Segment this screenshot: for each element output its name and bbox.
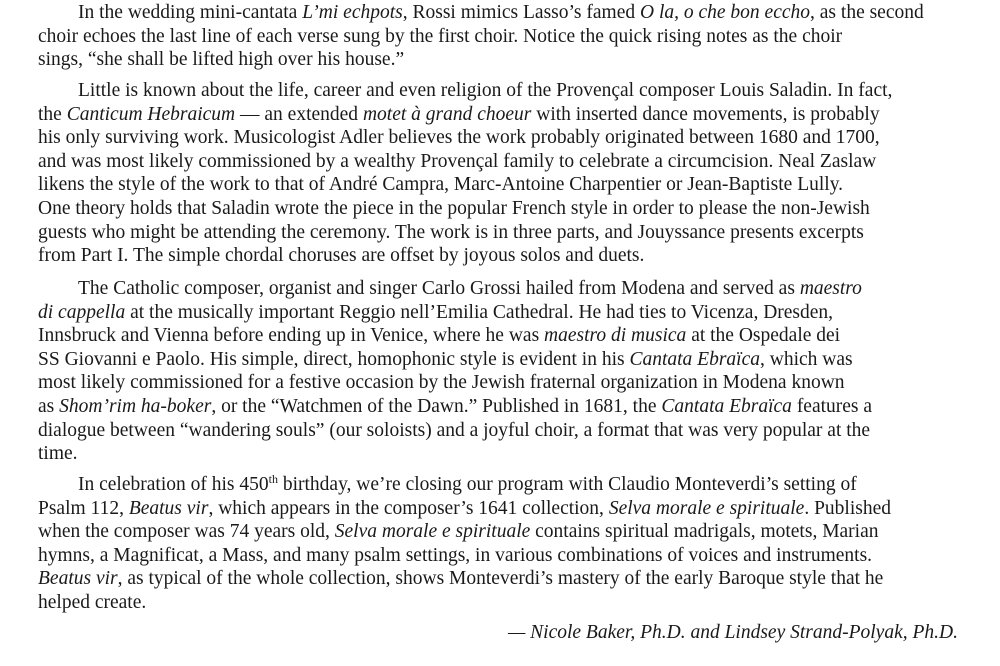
text-line: from Part I. The simple chordal choruses are offset by joyous solos and duets. — [38, 245, 645, 267]
text-line: Innsbruck and Vienna before ending up in Venice, where he was maestro di musica at the Ospedale dei — [38, 325, 841, 347]
italic-title: Selva morale e spirituale — [334, 521, 531, 543]
paragraph-grossi — [38, 277, 958, 466]
paragraph-rossi — [38, 1, 958, 72]
text-line: choir echoes the last line of each verse sung by the first choir. Notice the quick rising notes as the choir — [38, 25, 843, 47]
text-line: One theory holds that Saladin wrote the piece in the popular French style in order to please the non-Jewish — [38, 197, 870, 219]
text-line: and was most likely commissioned by a wealthy Provençal family to celebrate a circumcision. Neal Zaslaw — [38, 150, 877, 172]
paragraph-monteverdi — [38, 473, 958, 615]
paragraph-saladin — [38, 79, 958, 268]
text-line: Beatus vir, as typical of the whole collection, shows Monteverdi’s mastery of the early Baroque style that he — [38, 568, 884, 590]
italic-title: maestro — [799, 278, 862, 299]
text-line: when the composer was 74 years old, Selva morale e spirituale contains spiritual madrigals, motets, Marian — [38, 521, 879, 543]
text-line: most likely commissioned for a festive occasion by the Jewish fraternal organization in Modena known — [38, 372, 845, 394]
text-line: his only surviving work. Musicologist Adler believes the work probably originated between 1680 and 1700, — [38, 127, 880, 149]
text-line: sings, “she shall be lifted high over his house.” — [38, 49, 405, 71]
text-line: dialogue between “wandering souls” (our soloists) and a joyful choir, a format that was very popular at the — [38, 419, 871, 441]
italic-title: Cantata Ebraïca — [661, 395, 792, 417]
text-line: In the wedding mini-cantata L’mi echpots, Rossi mimics Lasso’s famed O la, o che bon eccho, as the second — [78, 2, 924, 23]
text-line: likens the style of the work to that of André Campra, Marc-Antoine Charpentier or Jean-Baptiste Lully. — [38, 174, 844, 196]
text-line: SS Giovanni e Paolo. His simple, direct, homophonic style is evident in his Cantata Ebraïca, which was — [38, 348, 853, 370]
italic-title: Selva morale e spirituale — [608, 497, 805, 519]
text-line: the Canticum Hebraicum — an extended motet à grand choeur with inserted dance movements, is probably — [38, 103, 880, 125]
italic-title: Cantata Ebraïca — [629, 348, 761, 370]
text-line: Little is known about the life, career and even religion of the Provençal composer Louis Saladin. In fact, — [78, 80, 893, 101]
italic-title: O la, o che bon eccho — [640, 2, 811, 23]
italic-title: Canticum Hebraicum — [66, 103, 236, 125]
italic-title: di cappella — [38, 301, 126, 323]
text-line: time. — [38, 443, 78, 465]
italic-title: maestro di musica — [544, 325, 687, 347]
text-line: hymns, a Magnificat, a Mass, and many psalm settings, in various combinations of voices and instruments. — [38, 544, 873, 566]
text-line: guests who might be attending the ceremony. The work is in three parts, and Jouyssance presents excerpts — [38, 221, 864, 243]
text-line: di cappella at the musically important Reggio nell’Emilia Cathedral. He had ties to Vicenza, Dresden, — [38, 301, 834, 323]
italic-title: Beatus vir — [128, 497, 209, 519]
italic-title: L’mi echpots — [302, 2, 403, 23]
text-line: as Shom’rim ha-boker, or the “Watchmen of the Dawn.” Published in 1681, the Cantata Ebraïca features a — [38, 395, 873, 417]
author-signature: — Nicole Baker, Ph.D. and Lindsey Strand-Polyak, Ph.D. — [507, 622, 958, 643]
italic-title: motet à grand choeur — [362, 103, 532, 125]
text-line: The Catholic composer, organist and singer Carlo Grossi hailed from Modena and served as maestro — [78, 278, 862, 299]
text-line: helped create. — [38, 591, 147, 613]
ordinal-superscript: th — [268, 472, 278, 486]
italic-title: Beatus vir — [38, 568, 118, 590]
text-line: In celebration of his 450th birthday, we’re closing our program with Claudio Monteverdi’s setting of — [78, 472, 857, 495]
text-line: Psalm 112, Beatus vir, which appears in the composer’s 1641 collection, Selva morale e spirituale. Published — [38, 497, 892, 519]
italic-title: Shom’rim ha-boker — [59, 395, 212, 417]
